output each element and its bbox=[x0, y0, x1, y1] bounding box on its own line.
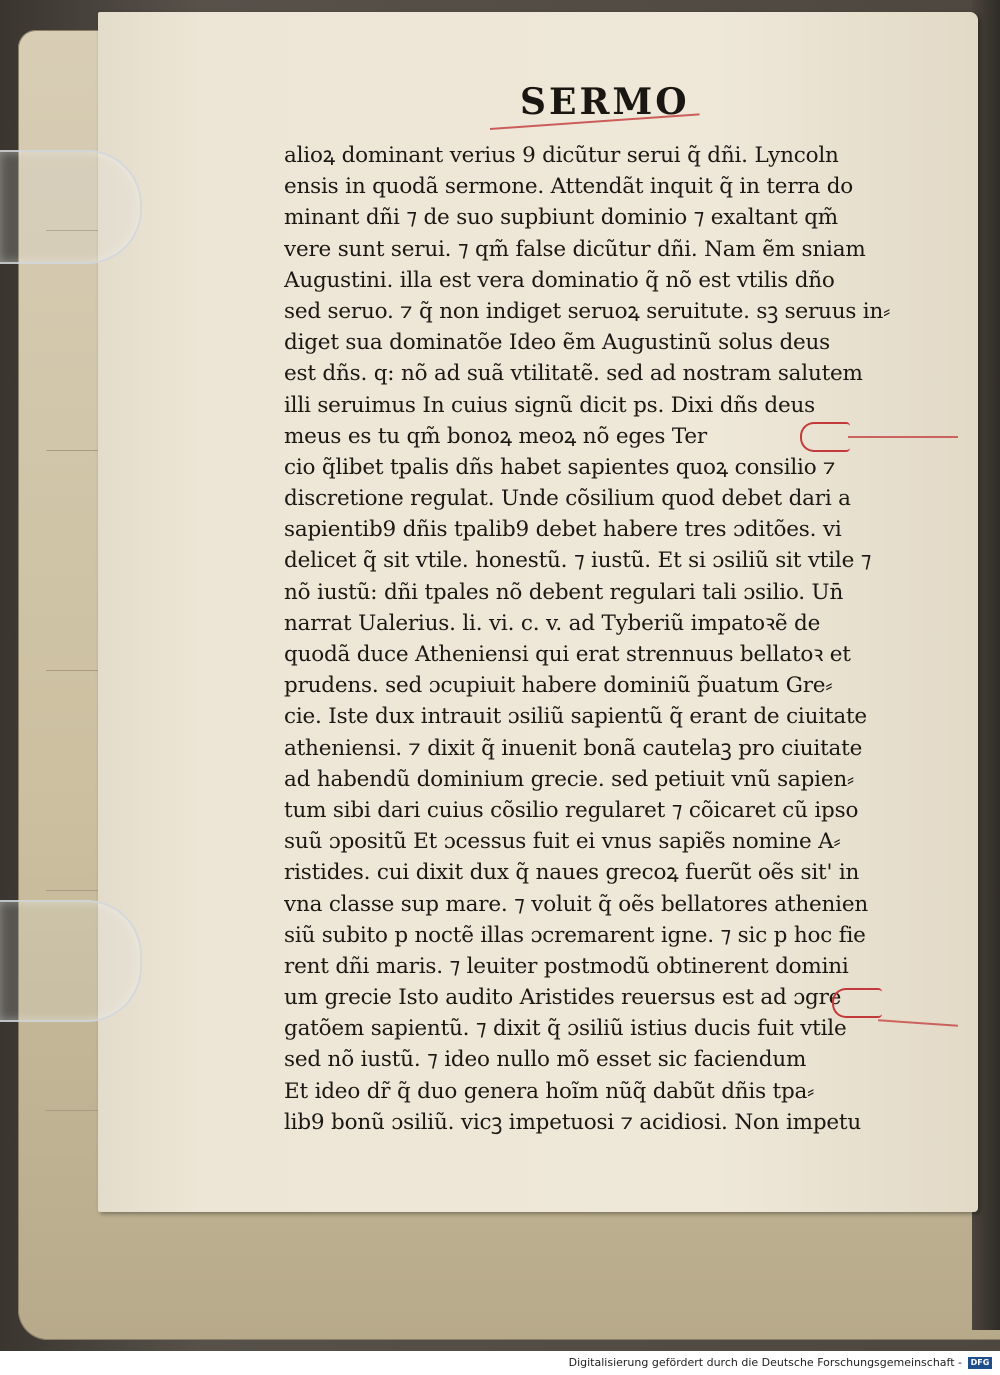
text-line: cie. Iste dux intrauit ɔsiliũ sapientũ q̃ erant de ciuitate bbox=[284, 704, 867, 730]
text-line: sed seruo. ⁊ q̃ non indiget seruoꝝ seruitute. sꝫ seruus in⸗ bbox=[284, 298, 891, 324]
text-line: suũ ɔpositũ Et ɔcessus fuit ei vnus sapiẽs nomine A⸗ bbox=[284, 829, 841, 855]
text-line: est dñs. q: nõ ad suã vtilitatẽ. sed ad nostram salutem bbox=[284, 361, 863, 387]
text-line: alioꝝ dominant verius 9 dicũtur serui q̃ dñi. Lyncoln bbox=[284, 143, 839, 168]
text-line: ad habendũ dominium grecie. sed petiuit vnũ sapien⸗ bbox=[284, 766, 854, 792]
text-line: atheniensi. ⁊ dixit q̃ inuenit bonã cautelaꝫ pro ciuitate bbox=[284, 735, 863, 761]
rubric-line bbox=[848, 436, 958, 438]
text-line: lib9 bonũ ɔsiliũ. vicꝫ impetuosi ⁊ acidiosi. Non impetu bbox=[284, 1109, 861, 1135]
text-line: vere sunt serui. ⁊ qm̃ false dicũtur dñi. Nam ẽm sniam bbox=[284, 236, 866, 262]
text-line: ensis in quodã sermone. Attendãt inquit q̃ in terra do bbox=[284, 174, 854, 200]
text-line: narrat Ualerius. li. vi. c. v. ad Tyberiũ impatoꝛẽ de bbox=[284, 610, 821, 636]
text-block bbox=[284, 140, 934, 1138]
text-line: Augustini. illa est vera dominatio q̃ nõ est vtilis dño bbox=[284, 267, 835, 293]
text-line: sapientib9 dñis tpalib9 debet habere tres ɔditões. vi bbox=[284, 517, 842, 543]
page-clip bbox=[0, 900, 142, 1022]
text-line: ristides. cui dixit dux q̃ naues grecoꝝ fuerũt oẽs sit' in bbox=[284, 860, 860, 886]
text-line: meus es tu qm̃ bonoꝝ meoꝝ nõ eges Ter bbox=[284, 423, 707, 449]
text-line: rent dñi maris. ⁊ leuiter postmodũ obtinerent domini bbox=[284, 953, 849, 979]
text-line: delicet q̃ sit vtile. honestũ. ⁊ iustũ. Et si ɔsiliũ sit vtile ⁊ bbox=[284, 548, 872, 574]
text-line: illi seruimus In cuius signũ dicit ps. Dixi dñs deus bbox=[284, 392, 815, 418]
rubric-paragraph-mark bbox=[800, 422, 850, 452]
text-line: siũ subito p noctẽ illas ɔcremarent igne. ⁊ sic p hoc fie bbox=[284, 922, 866, 948]
text-line: diget sua dominatõe Ideo ẽm Augustinũ solus deus bbox=[284, 330, 831, 356]
text-line: discretione regulat. Unde cõsilium quod debet dari a bbox=[284, 486, 851, 512]
text-line: tum sibi dari cuius cõsilio regularet ⁊ cõicaret cũ ipso bbox=[284, 797, 859, 823]
page-clip bbox=[0, 150, 142, 264]
text-line: minant dñi ⁊ de suo supbiunt dominio ⁊ exaltant qm̃ bbox=[284, 205, 838, 231]
dfg-logo: DFG bbox=[968, 1357, 992, 1369]
text-line: sed nõ iustũ. ⁊ ideo nullo mõ esset sic faciendum bbox=[284, 1047, 807, 1073]
text-line: um grecie Isto audito Aristides reuersus est ad ɔgre bbox=[284, 985, 842, 1011]
text-line: Et ideo dr̃ q̃ duo genera hoĩm nũq̃ dabũt dñis tpa⸗ bbox=[284, 1078, 815, 1104]
text-line: prudens. sed ɔcupiuit habere dominiũ p̃uatum Gre⸗ bbox=[284, 673, 833, 699]
text-line: quodã duce Atheniensi qui erat strennuus bellatoꝛ et bbox=[284, 642, 851, 667]
text-line: vna classe sup mare. ⁊ voluit q̃ oẽs bellatores athenien bbox=[284, 891, 869, 917]
text-line: cio q̃libet tpalis dñs habet sapientes quoꝝ consilio ⁊ bbox=[284, 454, 836, 480]
text-line: nõ iustũ: dñi tpales nõ debent regulari tali ɔsilio. Un̄ bbox=[284, 579, 844, 605]
page-heading: SERMO bbox=[520, 81, 690, 123]
funding-credit: Digitalisierung gefördert durch die Deutsche Forschungsgemeinschaft - bbox=[568, 1356, 962, 1369]
text-line: gatõem sapientũ. ⁊ dixit q̃ ɔsiliũ istius ducis fuit vtile bbox=[284, 1016, 847, 1042]
rubric-paragraph-mark bbox=[832, 988, 882, 1018]
